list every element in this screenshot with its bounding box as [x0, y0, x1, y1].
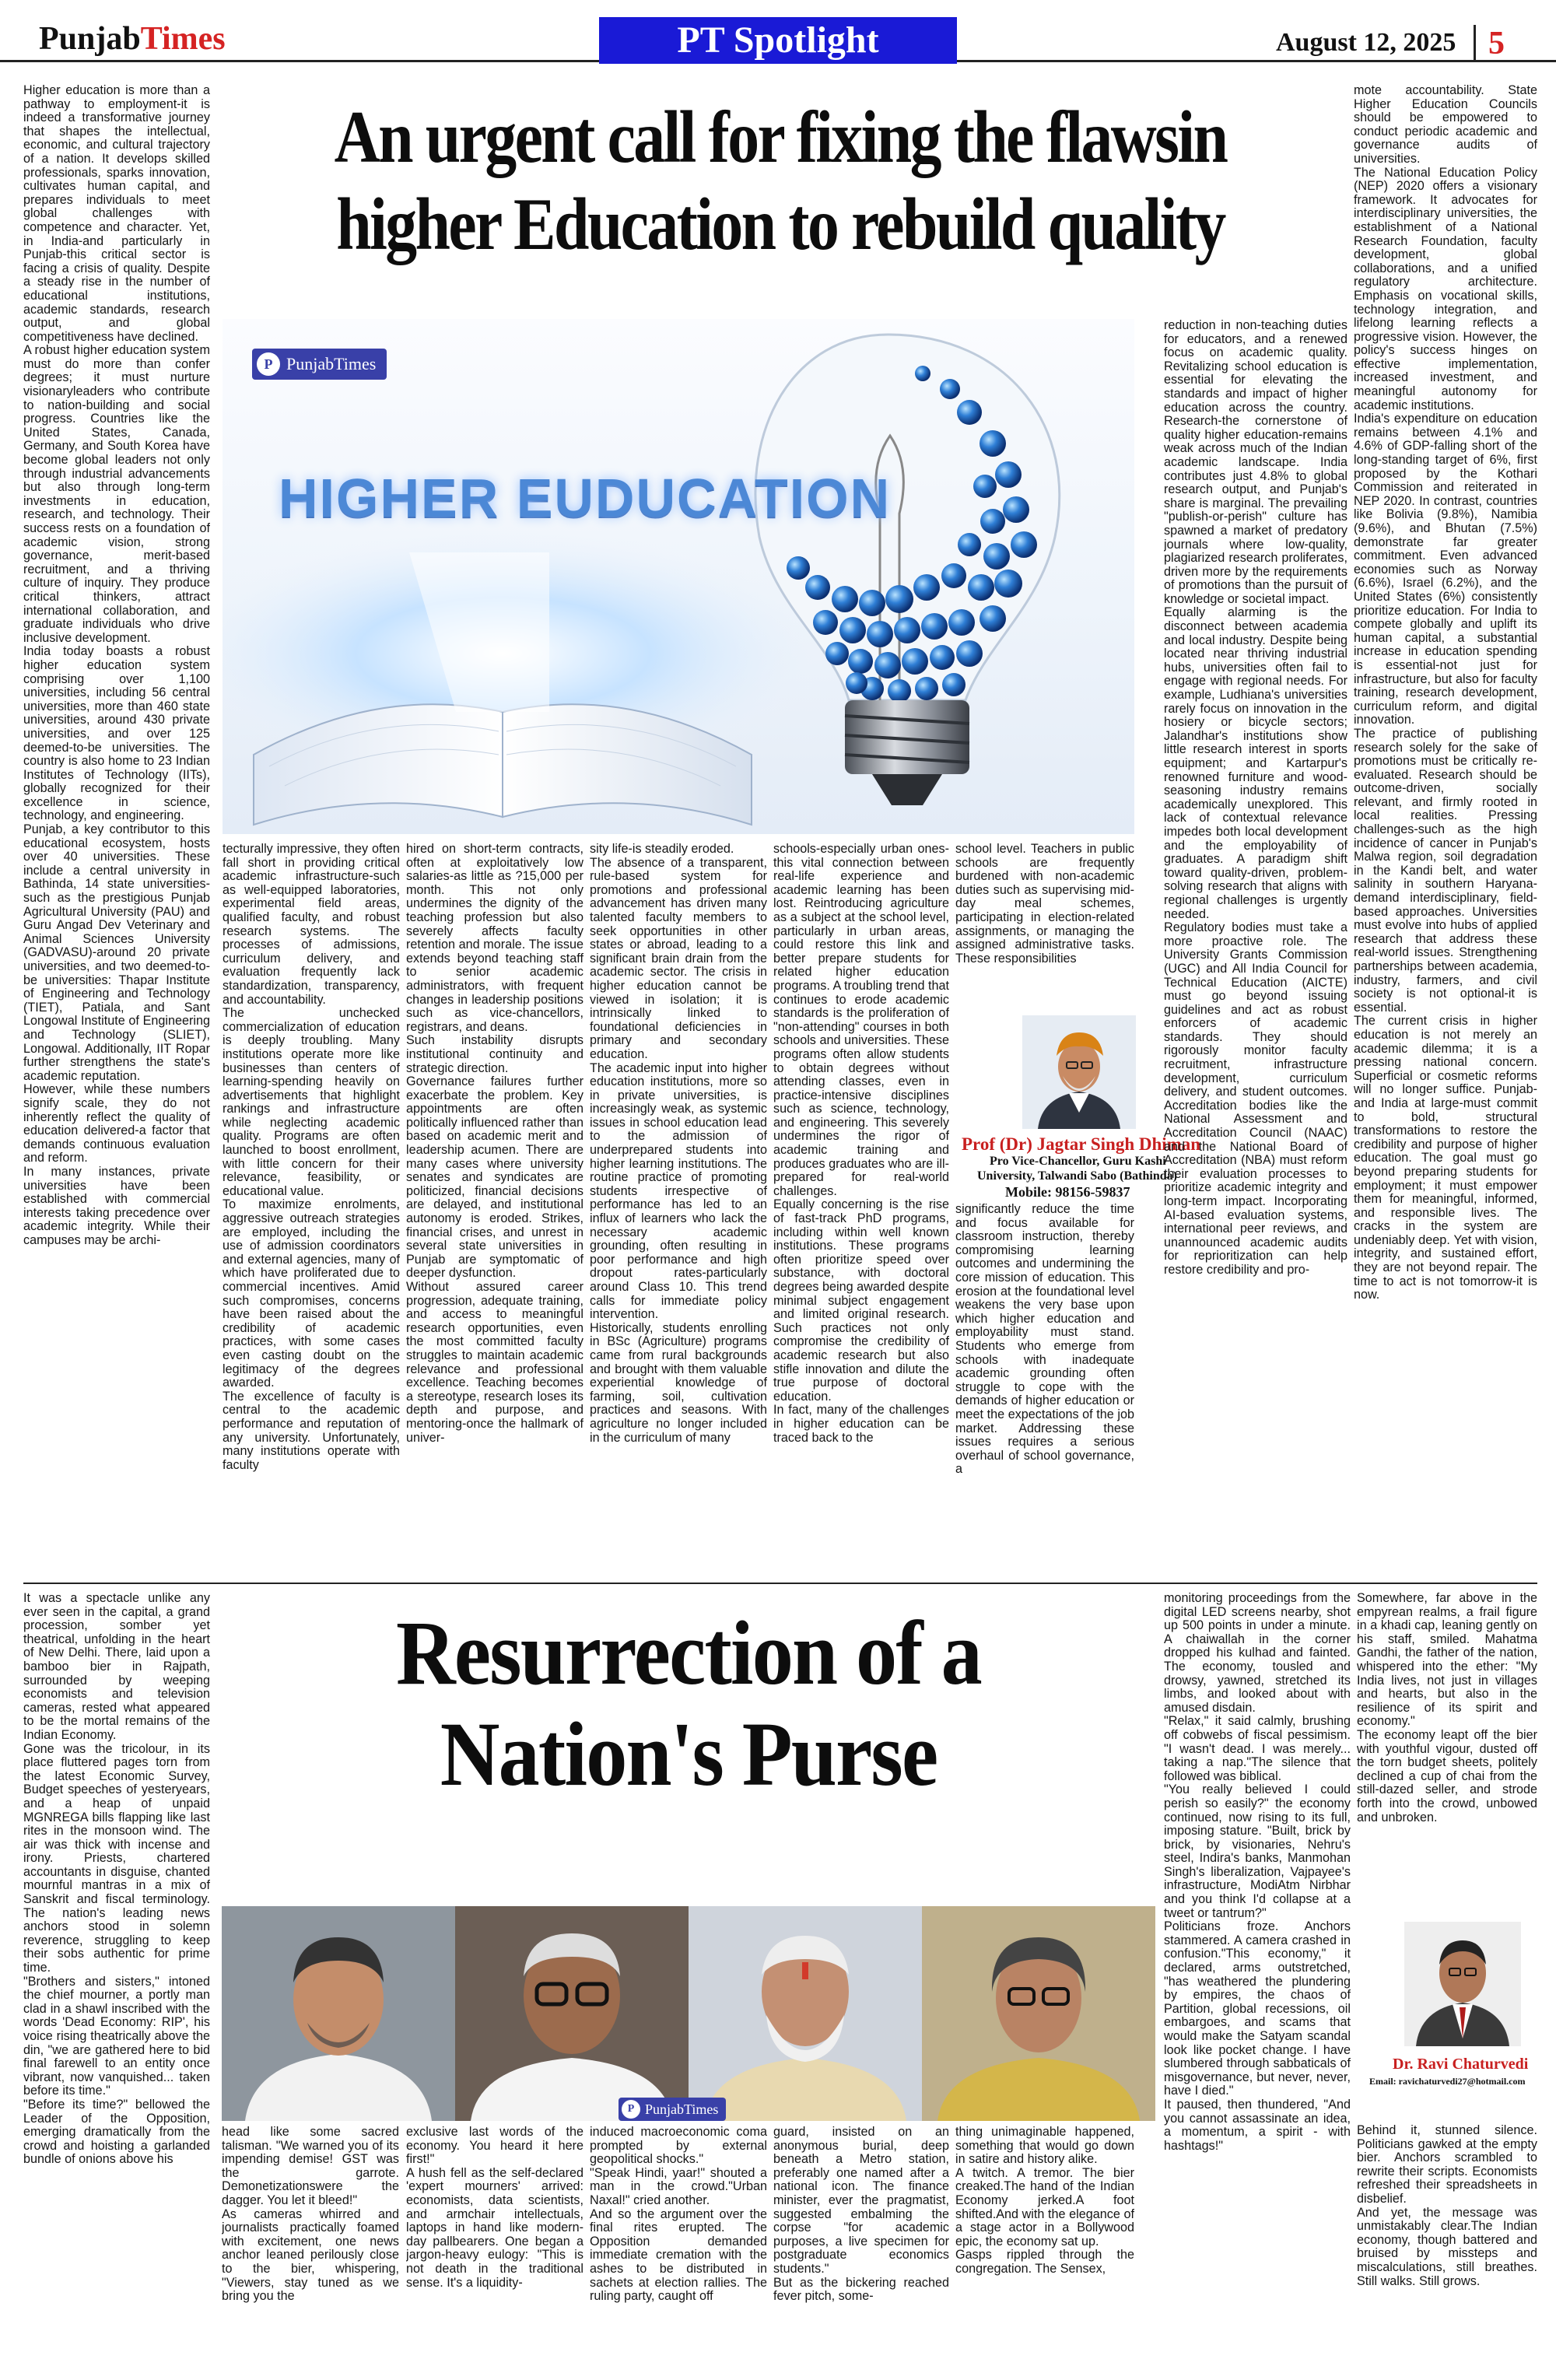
- article1-col7-text: reduction in non-teaching duties for educators, and a renewed focus on academic quality. Revitalizing school education is essential for elevating the standards and impact of higher education across the country. Research-the cornerstone of quality higher education-remains weak across much of the Indian academic landscape. India contributes just 4.8% to global research output, and Punjab's share is marginal. The prevailing "publish-or-perish" culture has spawned a market of predatory journals where low-quality, plagiarized research proliferates, driven more by the requirements of promotions than the pursuit of knowledge or societal impact. Equally alarming is the disconnect between academia and local industry. Despite being located near thriving industrial hubs, universities often fail to engage with regional needs. For example, Ludhiana's universities rarely focus on innovation in the hosiery or bicycle sectors; Jalandhar's institutions show little research interest in sports equipment; and Kartarpur's renowned furniture and wood-seasoning industry remains academically unexplored. This lack of contextual relevance impedes both local development and the employability of graduates. A paradigm shift toward quality-driven, problem-solving research that aligns with regional challenges is urgently needed. Regulatory bodies must take a more proactive role. The University Grants Commission (UGC) and All India Council for Technical Education (AICTE) must go beyond issuing guidelines and act as robust enforcers of academic standards. They should rigorously monitor faculty recruitment, infrastructure development, curriculum delivery, and student outcomes. Accreditation bodies like the National Assessment and Accreditation Council (NAAC) and the National Board of Accreditation (NBA) must reform their evaluation processes to prioritize academic integrity and long-term impact. Incorporating AI-based evaluation systems, international peer reviews, and unannounced academic audits for reprioritization can help restore credibility and pro-: [1164, 319, 1347, 1277]
- badge-label: PunjabTimes: [286, 354, 377, 373]
- section-divider: [23, 1583, 1537, 1584]
- article1-col6a-text: school level. Teachers in public schools are frequently burdened with non-academic duties such as supervising mid-day meal schemes, participating in election-related assignments, or managing the assigned administrative tasks. These responsibilities: [955, 843, 1134, 966]
- punjabtimes-badge: [252, 349, 387, 380]
- article1-headline-line1: An urgent call for fixing the flawsin: [334, 96, 1227, 178]
- politicians-photo-strip: [222, 1906, 1155, 2121]
- article2-column-5: [773, 2126, 949, 2367]
- author-portrait-icon: [1022, 1015, 1136, 1129]
- lightbulb-book-icon: [223, 319, 1134, 834]
- photo-politician-2: [455, 1906, 689, 2121]
- logo-punjab: Punjab: [39, 21, 141, 57]
- article1-column-8: [1354, 84, 1537, 1578]
- article2-column-8-bottom: [1357, 2124, 1537, 2367]
- author-university: University, Talwandi Sabo (Bathinda): [977, 1169, 1177, 1183]
- article2-column-1: [23, 1592, 210, 2370]
- politician-portrait-icon: [222, 1906, 455, 2121]
- article1-column-1: [23, 84, 210, 1578]
- politician-portrait-icon: [455, 1906, 689, 2121]
- article2-col5-text: guard, insisted on an anonymous burial, deep beneath a Metro station, preferably one named after a national icon. The finance minister, ever the pragmatist, suggested embalming the corpse "for academic purposes, a live specimen for postgraduate economics students." But as the bickering reached fever pitch, some-: [773, 2126, 949, 2304]
- article2-column-2: [222, 2126, 399, 2367]
- article1-column-4: [590, 843, 767, 1574]
- politician-portrait-icon: [689, 1906, 922, 2121]
- article1-col6b-text: significantly reduce the time and focus available for classroom instruction, thereby compromising learning outcomes and undermining the core mission of education. This erosion at the foundational level weakens the very base upon which higher education and employability must stand. Students who emerge from schools with inadequate academic grounding often struggle to cope with the demands of higher education or meet the expectations of the job market. Addressing these issues requires a serious overhaul of school governance, a: [955, 1203, 1134, 1477]
- photo-badge-label: PunjabTimes: [645, 2101, 719, 2117]
- article1-column-6-top: [955, 843, 1134, 1008]
- page-number: 5: [1474, 25, 1536, 62]
- article2-col2-text: head like some sacred talisman. "We warned you of its impending demise! GST was the garrote. Demonetizationswere the dagger. You let it bleed!" As cameras whirred and journalists practically foamed with excitement, one news anchor leaned perilously close to the bier, whispering, "Viewers, stay tuned as we bring you the: [222, 2126, 399, 2304]
- article2-column-3: [406, 2126, 584, 2367]
- article1-column-5: [773, 843, 949, 1574]
- photo-politician-1: [222, 1906, 455, 2121]
- issue-date: August 12, 2025: [1276, 28, 1456, 57]
- article2-column-4: [590, 2126, 767, 2367]
- author2-photo: [1404, 1922, 1521, 2046]
- article2-col6-text: thing unimaginable happened, something that would go down in satire and history alike. A twitch. A tremor. The bier creaked.The hand of the Indian Economy jerked.A foot shifted.And with the elegance of a stage actor in a Bollywood epic, the economy sat up. Gasps rippled through the congregation. The Sensex,: [955, 2126, 1134, 2276]
- logo-icon: P: [622, 2100, 640, 2119]
- article1-col5-text: schools-especially urban ones-this vital connection between real-life experience and academic learning has been lost. Reintroducing agriculture as a subject at the school level, particularly in urban areas, could restore this link and better prepare students for related higher education programs. A troubling trend that continues to erode academic standards is the proliferation of "non-attending" courses in both schools and universities. These programs often allow students to obtain degrees without attending classes, even in practice-intensive disciplines such as science, technology, and engineering. This severely undermines the rigor of academic training and produces graduates who are ill-prepared for real-world challenges. Equally concerning is the rise of fast-track PhD programs, including within well known institutions. These programs often prioritize speed over substance, with doctoral degrees being awarded despite minimal subject engagement and limited original research. Such practices not only compromise the credibility of academic research but also stifle innovation and dilute the true purpose of doctoral education. In fact, many of the challenges in higher education can be traced back to the: [773, 843, 949, 1445]
- article2-headline: [268, 1603, 1109, 1805]
- article1-headline: [300, 93, 1260, 268]
- article2-headline-line1: Resurrection of a: [396, 1602, 981, 1704]
- article1-column-6-bottom: [955, 1203, 1134, 1576]
- article1-headline-line2: higher Education to rebuild quality: [336, 183, 1225, 265]
- author2-name: Dr. Ravi Chaturvedi: [1393, 2056, 1529, 2073]
- section-banner: PT Spotlight: [599, 17, 957, 64]
- logo-times: Times: [140, 21, 226, 57]
- article1-col2-text: tecturally impressive, they often fall short in providing critical academic infrastructure-such as well-equipped laboratories, experimental field areas, qualified faculty, and robust research systems. The processes of admissions, curriculum delivery, and evaluation frequently lack standardization, transparency, and accountability. The unchecked commercialization of education is deeply troubling. Many institutions operate more like businesses than centers of learning-spending heavily on advertisements that highlight rankings and infrastructure while neglecting academic quality. Programs are often launched to boost enrollment, with little concern for their relevance, feasibility, or educational value. To maximize enrolments, aggressive outreach strategies are employed, including the use of admission coordinators and external agencies, many of which have proliferated due to commercial incentives. Amid such compromises, concerns have been raised about the credibility of academic practices, with some cases even casting doubt on the legitimacy of the degrees awarded. The excellence of faculty is central to the academic performance and reputation of any university. Unfortunately, many institutions operate with faculty: [223, 843, 400, 1472]
- masthead: [0, 0, 1556, 62]
- logo-icon: P: [257, 352, 280, 376]
- author-mobile: Mobile: 98156-59837: [1005, 1184, 1130, 1200]
- article2-col7-text: monitoring proceedings from the digital LED screens nearby, shot up 500 points in under a minute. A chaiwallah in the corner dropped his kulhad and fainted. The economy, tousled and drowsy, yawned, stretched its limbs, and looked about with amused disdain. "Relax," it said calmly, brushing off cobwebs of fiscal pessimism. "I wasn't dead. I was merely... taking a nap."The silence that followed was biblical. "You really believed I could perish so easily?" the economy continued, now rising to its full, imposing stature. "Built, brick by brick, by visionaries, Nehru's steel, Indira's banks, Manmohan Singh's liberalization, Vajpayee's infrastructure, ModiAtm Nirbhar and you think I'd collapse at a tweet or tantrum?" Politicians froze. Anchors stammered. A camera crashed in confusion."This economy," it declared, arms outstretched, "has weathered the plundering by empires, the chaos of Partition, global recessions, oil embargoes, and scams that would make the Satyam scandal look like pocket change. I have slumbered through sabbaticals of misgovernance, but never, never, have I died." It paused, then thundered, "And you cannot assassinate an idea, a momentum, a spirit - with hashtags!": [1164, 1592, 1351, 2153]
- article1-col8-text: mote accountability. State Higher Education Councils should be empowered to conduct periodic academic and governance audits of universities. The National Education Policy (NEP) 2020 offers a visionary framework. It advocates for interdisciplinary universities, the establishment of a National Research Foundation, faculty development, global collaborations, and a unified regulatory architecture. Emphasis on vocational skills, technology integration, and lifelong learning reflects a progressive vision. However, the policy's success hinges on effective implementation, increased investment, and meaningful autonomy for academic institutions. India's expenditure on education remains between 4.1% and 4.6% of GDP-falling short of the long-standing target of 6%, first proposed by the Kothari Commission and reiterated in NEP 2020. In contrast, countries like Bolivia (9.8%), Namibia (9.6%), and Bhutan (7.5%) demonstrate far greater commitment. Even advanced economies such as Norway (6.6%), Israel (6.2%), and the United States (6%) consistently prioritize education. For India to compete globally and uplift its human capital, a substantial increase in education spending is essential-not just for infrastructure, but also for faculty training, research development, curriculum reform, and digital innovation. The practice of publishing research solely for the sake of promotions must be critically re-evaluated. Research should be outcome-driven, socially relevant, and firmly rooted in local realities. Pressing challenges-such as the high incidence of cancer in Punjab's Malwa region, soil degradation in the Kandi belt, and water salinity in southern Haryana-demand interdisciplinary, field-based approaches. Universities must evolve into hubs of applied research that address these real-world issues. Strengthening partnerships between academia, industry, farmers, and civil society is not optional-it is essential. The current crisis in higher education is not merely an academic dilemma; it is a pressing national concern. Superficial or cosmetic reforms will no longer suffice. Punjab-and India at large-must commit to bold, structural transformations to restore the credibility and purpose of higher education. The goal must go beyond preparing students for employment; it must empower them for meaningful, informed, and responsible lives. The cracks in the system are undeniably deep. Yet with vision, integrity, and sustained effort, they are not beyond repair. The time to act is not tomorrow-it is now.: [1354, 84, 1537, 1302]
- article2-column-7: [1164, 1592, 1351, 2367]
- article2-headline-line2: Nation's Purse: [440, 1703, 937, 1805]
- article1-column-7: [1164, 319, 1347, 1576]
- article2-col8a-text: Somewhere, far above in the empyrean realms, a frail figure in a khadi cap, leaning gently on his staff, smiled. Mahatma Gandhi, the father of the nation, whispered into the ether: "My India lives, not just in villages and hearts, but also in the resilience of its spirit and economy." The economy leapt off the bier with youthful vigour, dusted off the torn budget sheets, politely declined a cup of chai from the still-dazed seller, and strode forth into the crowd, unbowed and unbroken.: [1357, 1592, 1537, 1824]
- photo-politician-4: [922, 1906, 1155, 2121]
- newspaper-logo[interactable]: [39, 20, 226, 58]
- illustration-title: HIGHER EUDUCATION: [279, 468, 892, 528]
- article2-col8b-text: Behind it, stunned silence. Politicians gawked at the empty bier. Anchors scrambled to rewrite their scripts. Economists refreshed their spreadsheets in disbelief. And yet, the message was unmistakably clear.The Indian economy, though battered and bruised by missteps and miscalculations, still breathes. Still walks. Still grows.: [1357, 2124, 1537, 2288]
- article2-column-6: [955, 2126, 1134, 2367]
- author-photo: [1022, 1015, 1136, 1129]
- politician-portrait-icon: [922, 1906, 1155, 2121]
- author-name: Prof (Dr) Jagtar Singh Dhiman: [962, 1134, 1201, 1154]
- author-role: Pro Vice-Chancellor, Guru Kashi: [990, 1155, 1166, 1168]
- article2-col1-text: It was a spectacle unlike any ever seen in the capital, a grand procession, somber yet theatrical, unfolding in the heart of New Delhi. There, laid upon a bamboo bier in Rajpath, surrounded by weeping economists and television cameras, rested what appeared to be the mortal remains of the Indian Economy. Gone was the tricolour, in its place fluttered pages torn from the latest Economic Survey, Budget speeches of yesteryears, and a heap of unpaid MGNREGA bills flapping like last rites in the monsoon wind. The air was thick with incense and irony. Priests, chartered accountants in disguise, chanted mournful mantras in a mix of Sanskrit and fiscal terminology. The nation's leading news anchors stood in solemn reverence, struggling to keep their sobs authentic for prime time. "Brothers and sisters," intoned the chief mourner, a portly man clad in a shawl inscribed with the words 'Dead Economy: RIP', his voice rising theatrically above the din, "we are gathered here to bid final farewell to an entity once vibrant, now vanquished... taken before its time." "Before its time?" bellowed the Leader of the Opposition, emerging dramatically from the crowd and hoisting a garlanded bundle of onions above his: [23, 1592, 210, 2167]
- higher-education-illustration: [223, 319, 1134, 834]
- photo-politician-3: [689, 1906, 922, 2121]
- photo-punjabtimes-badge: [619, 2098, 726, 2121]
- article2-column-8-top: [1357, 1592, 1537, 1914]
- article2-col3-text: exclusive last words of the economy. You heard it here first!" A hush fell as the self-declared 'expert mourners' arrived: economists, data scientists, and armchair intellectuals, laptops in hand like modern-day pallbearers. One began a jargon-heavy eulogy: "This is not death in the traditional sense. It's a liquidity-: [406, 2126, 584, 2290]
- article2-col4-text: induced macroeconomic coma prompted by external geopolitical shocks." "Speak Hindi, yaar!" shouted a man in the crowd."Urban Naxal!" cried another. And so the argument over the final rites erupted. The Opposition demanded immediate cremation with the ashes to be distributed in sachets at election rallies. The ruling party, caught off: [590, 2126, 767, 2304]
- article1-column-2: [223, 843, 400, 1574]
- author2-portrait-icon: [1404, 1922, 1521, 2046]
- article1-col4-text: sity life-is steadily eroded. The absence of a transparent, rule-based system for promotions and professional advancement has driven many talented faculty members to seek opportunities in other states or abroad, leading to a significant brain drain from the academic sector. The crisis in higher education cannot be viewed in isolation; it is intrinsically linked to foundational deficiencies in primary and secondary education. The academic input into higher education institutions, more so in private universities, is increasingly weak, as systemic issues in school education lead to the admission of underprepared students into higher learning institutions. The routine practice of promoting students irrespective of performance has led to an influx of learners who lack the necessary academic grounding, often resulting in poor performance and high dropout rates-particularly around Class 10. This trend calls for immediate policy intervention. Historically, students enrolling in BSc (Agriculture) programs came from rural backgrounds and brought with them valuable experiential knowledge of farming, soil, cultivation practices and seasons. With agriculture no longer included in the curriculum of many: [590, 843, 767, 1445]
- article1-column-3: [406, 843, 584, 1574]
- article1-col3-text: hired on short-term contracts, often at exploitatively low salaries-as little as ?15,000 per month. This not only undermines the dignity of the teaching profession but also severely affects faculty retention and morale. The issue extends beyond teaching staff to senior academic administrators, with frequent changes in leadership positions such as vice-chancellors, registrars, and deans. Such instability disrupts institutional continuity and strategic direction. Governance failures further exacerbate the problem. Key appointments are often politically influenced rather than based on academic merit and leadership acumen. There are many cases where university senates and syndicates are politicized, financial decisions are delayed, and institutional autonomy is eroded. Strikes, financial crises, and unrest in several state universities in Punjab are symptomatic of deeper dysfunction. Without assured career progression, adequate training, and access to meaningful research opportunities, even the most committed faculty struggles to maintain academic relevance and professional excellence. Teaching becomes a stereotype, research loses its depth and purpose, and mentoring-once the hallmark of univer-: [406, 843, 584, 1445]
- article1-col1-text: Higher education is more than a pathway to employment-it is indeed a transformative journey that shapes the intellectual, economic, and cultural trajectory of a nation. It develops skilled professionals, sparks innovation, cultivates human capital, and prepares individuals to meet global challenges with competence and character. Yet, in India-and particularly in Punjab-this critical sector is facing a crisis of quality. Despite a steady rise in the number of educational institutions, academic standards, research output, and global competitiveness have declined. A robust higher education system must do more than confer degrees; it must nurture visionaryleaders who contribute to nation-building and social progress. Countries like the United States, Canada, Germany, and South Korea have become global leaders not only through industrial advancements but also through long-term investments in education, research, and technology. Their success rests on a foundation of academic vision, strong governance, merit-based recruitment, and a thriving culture of inquiry. They produce critical thinkers, attract international collaboration, and graduate individuals who drive inclusive development. India today boasts a robust higher education system comprising over 1,100 universities, including 56 central universities, more than 460 state universities, around 430 private universities, and over 125 deemed-to-be universities. The country is also home to 23 Indian Institutes of Technology (IITs), globally recognized for their excellence in science, technology, and engineering. Punjab, a key contributor to this educational ecosystem, hosts over 40 universities. These include a central university in Bathinda, 14 state universities-such as the prestigious Punjab Agricultural University (PAU) and Guru Angad Dev Veterinary and Animal Sciences University (GADVASU)-around 20 private universities, and two deemed-to-be universities: Thapar Institute of Engineering and Technology (TIET), Patiala, and Sant Longowal Institute of Engineering and Technology (SLIET), Longowal. Additionally, IIT Ropar further strengthens the state's academic reputation. However, while these numbers signify scale, they do not inherently reflect the quality of education delivered-a factor that demands continuous evaluation and reform. In many instances, private universities have been established with commercial interests taking precedence over academic integrity. While their campuses may be archi-: [23, 84, 210, 1247]
- author2-email: Email: ravichaturvedi27@hotmail.com: [1369, 2076, 1526, 2087]
